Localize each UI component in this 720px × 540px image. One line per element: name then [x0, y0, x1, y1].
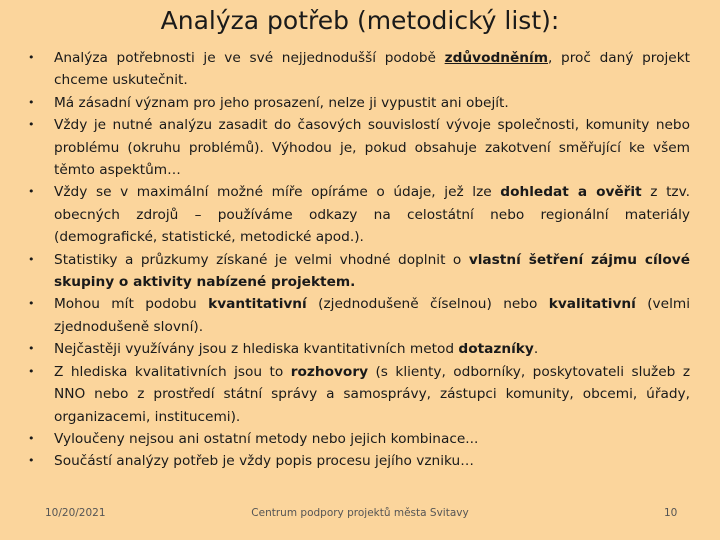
bullet-icon: • — [28, 454, 35, 468]
emphasis-text: vlastní šetření zájmu cílové skupiny o aktivity nabízené projektem. — [54, 251, 690, 291]
bullet-icon: • — [28, 95, 35, 109]
bullet-icon: • — [28, 185, 35, 199]
list-item: • Z hlediska kvalitativních jsou to rozhovory (s klienty, odborníky, poskytovateli služeb z NNO nebo z prostředí státní správy a samosprávy, zástupci komunity, obcemi, úřady, organizacemi, institucemi). — [28, 361, 690, 428]
emphasis-text: dotazníky — [458, 341, 534, 358]
bullet-icon: • — [28, 252, 35, 266]
list-item: • Mohou mít podobu kvantitativní (zjednodušeně číselnou) nebo kvalitativní (velmi zjednodušeně slovní). — [28, 293, 690, 338]
list-item: • Vyloučeny nejsou ani ostatní metody nebo jejich kombinace... — [28, 428, 690, 450]
bullet-icon: • — [28, 51, 35, 64]
list-item: • Nejčastěji využívány jsou z hlediska kvantitativních metod dotazníky. — [28, 338, 690, 360]
bullet-icon: • — [28, 342, 35, 356]
list-item: • Součástí analýzy potřeb je vždy popis procesu jejího vzniku… — [28, 450, 690, 472]
page-number: 10 — [664, 507, 678, 519]
bullet-list — [28, 47, 690, 473]
footer-organization: Centrum podpory projektů města Svitavy — [251, 507, 469, 519]
list-item: • Vždy se v maximální možné míře opíráme o údaje, jež lze dohledat a ověřit z tzv. obecných zdrojů – používáme odkazy na celostátní nebo regionální materiály (demografické, statistické, metodické apod.). — [28, 181, 690, 248]
list-item: • Analýza potřebnosti je ve své nejjednodušší podobě zdůvodněním, proč daný projekt chceme uskutečnit. — [28, 47, 690, 92]
emphasis-text: kvalitativní — [548, 296, 636, 313]
bullet-icon: • — [28, 118, 35, 132]
emphasis-text: zdůvodněním — [444, 50, 548, 66]
emphasis-text: kvantitativní — [208, 296, 307, 313]
bullet-icon: • — [28, 364, 35, 378]
bullet-icon: • — [28, 297, 35, 311]
bullet-icon: • — [28, 431, 35, 445]
slide-title: Analýza potřeb (metodický list): — [160, 6, 560, 35]
list-item: • Statistiky a průzkumy získané je velmi vhodné doplnit o vlastní šetření zájmu cílové skupiny o aktivity nabízené projektem. — [28, 249, 690, 294]
list-item: • Má zásadní význam pro jeho prosazení, nelze ji vypustit ani obejít. — [28, 92, 690, 114]
list-item: • Vždy je nutné analýzu zasadit do časových souvislostí vývoje společnosti, komunity nebo problému (okruhu problémů). Výhodou je, pokud obsahuje zakotvení směřující ke všem těmto aspektům… — [28, 114, 690, 181]
footer-date: 10/20/2021 — [45, 507, 106, 519]
emphasis-text: rozhovory — [290, 363, 368, 380]
emphasis-text: dohledat a ověřit — [500, 184, 642, 201]
